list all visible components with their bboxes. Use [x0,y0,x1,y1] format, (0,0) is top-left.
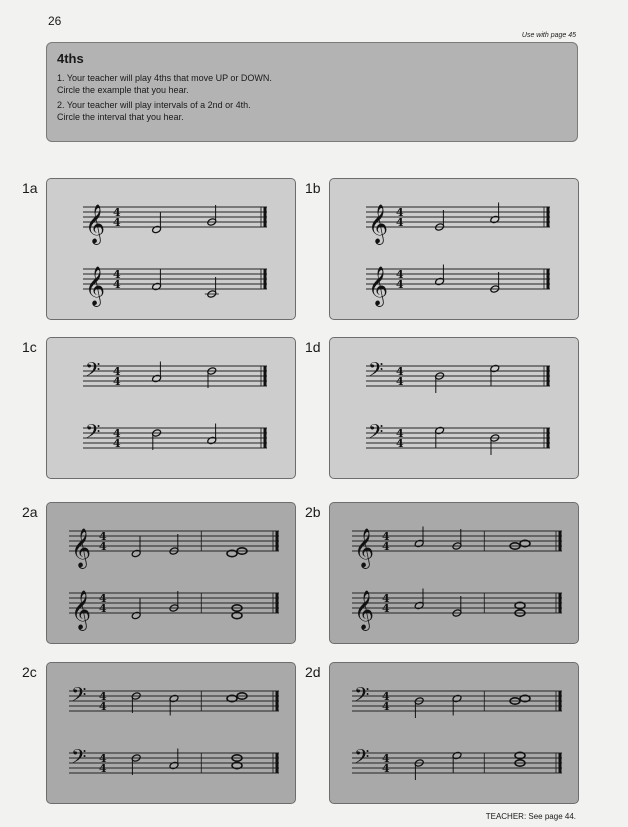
treble-clef-icon: 𝄞 [71,528,92,568]
half-note [131,692,141,713]
example-label: 2c [22,664,37,680]
staff [366,265,550,308]
time-signature-bottom: 4 [396,375,404,388]
time-signature-top: 4 [396,365,404,378]
half-note [152,429,162,450]
example-card-1b [329,178,579,320]
time-signature-top: 4 [113,365,121,378]
staff [69,590,279,631]
half-note [435,265,445,286]
half-note [169,534,179,555]
example-label: 1a [22,180,38,196]
time-signature-top: 4 [382,592,390,605]
half-note [452,751,462,772]
time-signature-bottom: 4 [113,216,121,229]
time-signature-top: 4 [382,752,390,765]
staff [352,589,562,632]
bass-clef-icon: 𝄢 [368,420,384,448]
time-signature-top: 4 [113,206,121,219]
time-signature-top: 4 [113,268,121,281]
treble-clef-icon: 𝄞 [368,266,389,306]
time-signature-bottom: 4 [113,437,121,450]
half-note [414,527,424,548]
instruction-item: 2. Your teacher will play intervals of a 2nd or 4th. Circle the interval that you hear. [57,100,251,122]
teacher-footer: TEACHER: See page 44. [485,812,576,821]
half-note [207,205,217,226]
half-note [414,589,424,610]
staff [69,528,279,569]
half-note [152,213,162,234]
answer-choice-top[interactable] [352,683,562,718]
treble-clef-icon: 𝄞 [85,266,106,306]
use-with-note: Use with page 45 [521,32,576,39]
staff [69,745,279,775]
instructions-title: 4ths [57,51,84,66]
half-note [435,372,445,393]
time-signature-top: 4 [113,427,121,440]
half-note [435,426,445,447]
answer-choice-top[interactable] [69,683,279,716]
half-note [169,694,179,715]
page-number: 26 [48,14,62,28]
time-signature-bottom: 4 [382,762,390,775]
answer-choice-top[interactable] [69,528,279,569]
time-signature-bottom: 4 [396,278,404,291]
bass-clef-icon: 𝄢 [354,683,370,711]
half-note [169,749,179,770]
time-signature-bottom: 4 [99,700,107,713]
half-note [414,759,424,780]
answer-choice-top[interactable] [366,203,550,246]
bass-clef-icon: 𝄢 [85,358,101,386]
instructions-box [46,42,578,142]
answer-choice-top[interactable] [83,204,267,245]
half-note [490,434,500,455]
half-note [131,537,141,558]
time-signature-bottom: 4 [113,278,121,291]
staff [83,358,267,388]
bass-clef-icon: 𝄢 [354,745,370,773]
example-label: 1c [22,339,37,355]
treble-clef-icon: 𝄞 [354,590,375,630]
time-signature-bottom: 4 [99,540,107,553]
time-signature-bottom: 4 [382,700,390,713]
staff [352,745,562,780]
half-note [207,277,217,298]
half-note [490,203,500,224]
treble-clef-icon: 𝄞 [354,528,375,568]
half-note [435,210,445,231]
instruction-item: 1. Your teacher will play 4ths that move UP or DOWN. Circle the example that you hear. [57,73,272,95]
bass-clef-icon: 𝄢 [71,683,87,711]
example-card-2a [46,502,296,644]
answer-choice-bottom[interactable] [366,420,550,455]
answer-choice-bottom[interactable] [69,745,279,775]
time-signature-top: 4 [396,268,404,281]
half-note [490,272,500,293]
example-label: 1d [305,339,321,355]
half-note [452,529,462,550]
instructions-list [57,72,567,123]
staff [352,527,562,570]
answer-choice-top[interactable] [366,358,550,393]
time-signature-top: 4 [382,530,390,543]
answer-choice-bottom[interactable] [83,420,267,450]
time-signature-bottom: 4 [396,216,404,229]
half-note [131,754,141,775]
staff [69,683,279,716]
half-note [452,596,462,617]
time-signature-top: 4 [99,530,107,543]
staff [366,420,550,455]
half-note [207,424,217,445]
half-note [169,591,179,612]
half-note [152,362,162,383]
answer-choice-top[interactable] [352,527,562,570]
bass-clef-icon: 𝄢 [368,358,384,386]
example-card-2c [46,662,296,804]
staff [83,266,267,307]
answer-choice-bottom[interactable] [352,589,562,632]
example-label: 2d [305,664,321,680]
half-note [152,270,162,291]
time-signature-top: 4 [99,592,107,605]
answer-choice-bottom[interactable] [366,265,550,308]
time-signature-bottom: 4 [382,602,390,615]
example-label: 1b [305,180,321,196]
staff [83,420,267,450]
answer-choice-bottom[interactable] [352,745,562,780]
treble-clef-icon: 𝄞 [71,590,92,630]
bass-clef-icon: 𝄢 [85,420,101,448]
time-signature-top: 4 [382,690,390,703]
time-signature-top: 4 [99,752,107,765]
treble-clef-icon: 𝄞 [85,204,106,244]
answer-choice-bottom[interactable] [69,590,279,631]
bass-clef-icon: 𝄢 [71,745,87,773]
time-signature-bottom: 4 [396,437,404,450]
answer-choice-bottom[interactable] [83,266,267,307]
time-signature-top: 4 [396,206,404,219]
time-signature-bottom: 4 [382,540,390,553]
time-signature-bottom: 4 [113,375,121,388]
example-card-2b [329,502,579,644]
time-signature-bottom: 4 [99,602,107,615]
half-note [207,367,217,388]
half-note [131,599,141,620]
example-card-1a [46,178,296,320]
example-card-2d [329,662,579,804]
time-signature-top: 4 [99,690,107,703]
example-label: 2b [305,504,321,520]
staff [366,358,550,393]
staff [352,683,562,718]
example-label: 2a [22,504,38,520]
time-signature-bottom: 4 [99,762,107,775]
treble-clef-icon: 𝄞 [368,204,389,244]
half-note [490,364,500,385]
example-card-1c [46,337,296,479]
half-note [414,697,424,718]
staff [366,203,550,246]
staff [83,204,267,245]
half-note [452,694,462,715]
example-card-1d [329,337,579,479]
time-signature-top: 4 [396,427,404,440]
answer-choice-top[interactable] [83,358,267,388]
